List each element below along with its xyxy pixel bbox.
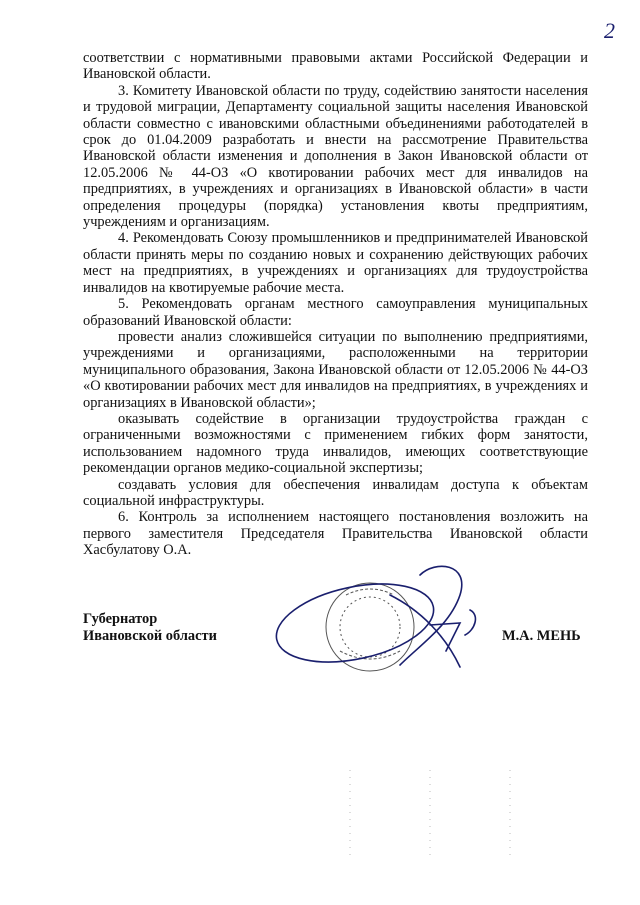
paragraph-item-6: 6. Контроль за исполнением настоящего постановления возложить на первого заместителя Председателя Правительства Ивановской области Хасбулатову О.А. bbox=[83, 509, 588, 559]
signatory-title-line2: Ивановской области bbox=[83, 628, 217, 644]
signatory-name: М.А. МЕНЬ bbox=[502, 628, 581, 644]
paragraph-item-3: 3. Комитету Ивановской области по труду, содействию занятости населения и трудовой миграции, Департаменту социальной защиты населения Ивановской области совместно с ивановскими областными объединениями работодателей в срок до 01.04.2009 разработать и внести на рассмотрение Правительства Ивановской области изменения и дополнения в Закон Ивановской области от 12.05.2006 № 44-ОЗ «О квотировании рабочих мест для инвалидов на предприятиях, в учреждениях и организациях в Ивановской области» в части определения процедуры (порядка) установления квоты предприятиям, учреждениям и организациям. bbox=[83, 82, 588, 231]
paragraph-item-5: 5. Рекомендовать органам местного самоуправления муниципальных образований Ивановской области: bbox=[83, 296, 588, 329]
paragraph-item-5-analysis: провести анализ сложившейся ситуации по выполнению предприятиями, учреждениями и организациями, расположенными на территории муниципального образования, Закона Ивановской области от 12.05.2006 № 44-ОЗ «О квотировании рабочих мест для инвалидов на предприятиях, в учреждениях и организациях в Ивановской области»; bbox=[83, 328, 588, 411]
paragraph-continuation: соответствии с нормативными правовыми актами Российской Федерации и Ивановской области. bbox=[83, 50, 588, 83]
paragraph-item-5-assistance: оказывать содействие в организации трудоустройства граждан с ограниченными возможностями с применением гибких форм занятости, использованием надомного труда инвалидов, имеющих соответствующие рекомендации органов медико-социальной экспертизы; bbox=[83, 410, 588, 477]
signatory-title-line1: Губернатор bbox=[83, 611, 158, 627]
paragraph-item-5-access: создавать условия для обеспечения инвалидам доступа к объектам социальной инфраструктуры. bbox=[83, 476, 588, 509]
paragraph-item-4: 4. Рекомендовать Союзу промышленников и предпринимателей Ивановской области принять меры по созданию новых и сохранению действующих рабочих мест на предприятиях, в учреждениях и организациях для трудоустройства инвалидов на квотируемые рабочие места. bbox=[83, 230, 588, 296]
page-number: 2 bbox=[604, 18, 615, 43]
